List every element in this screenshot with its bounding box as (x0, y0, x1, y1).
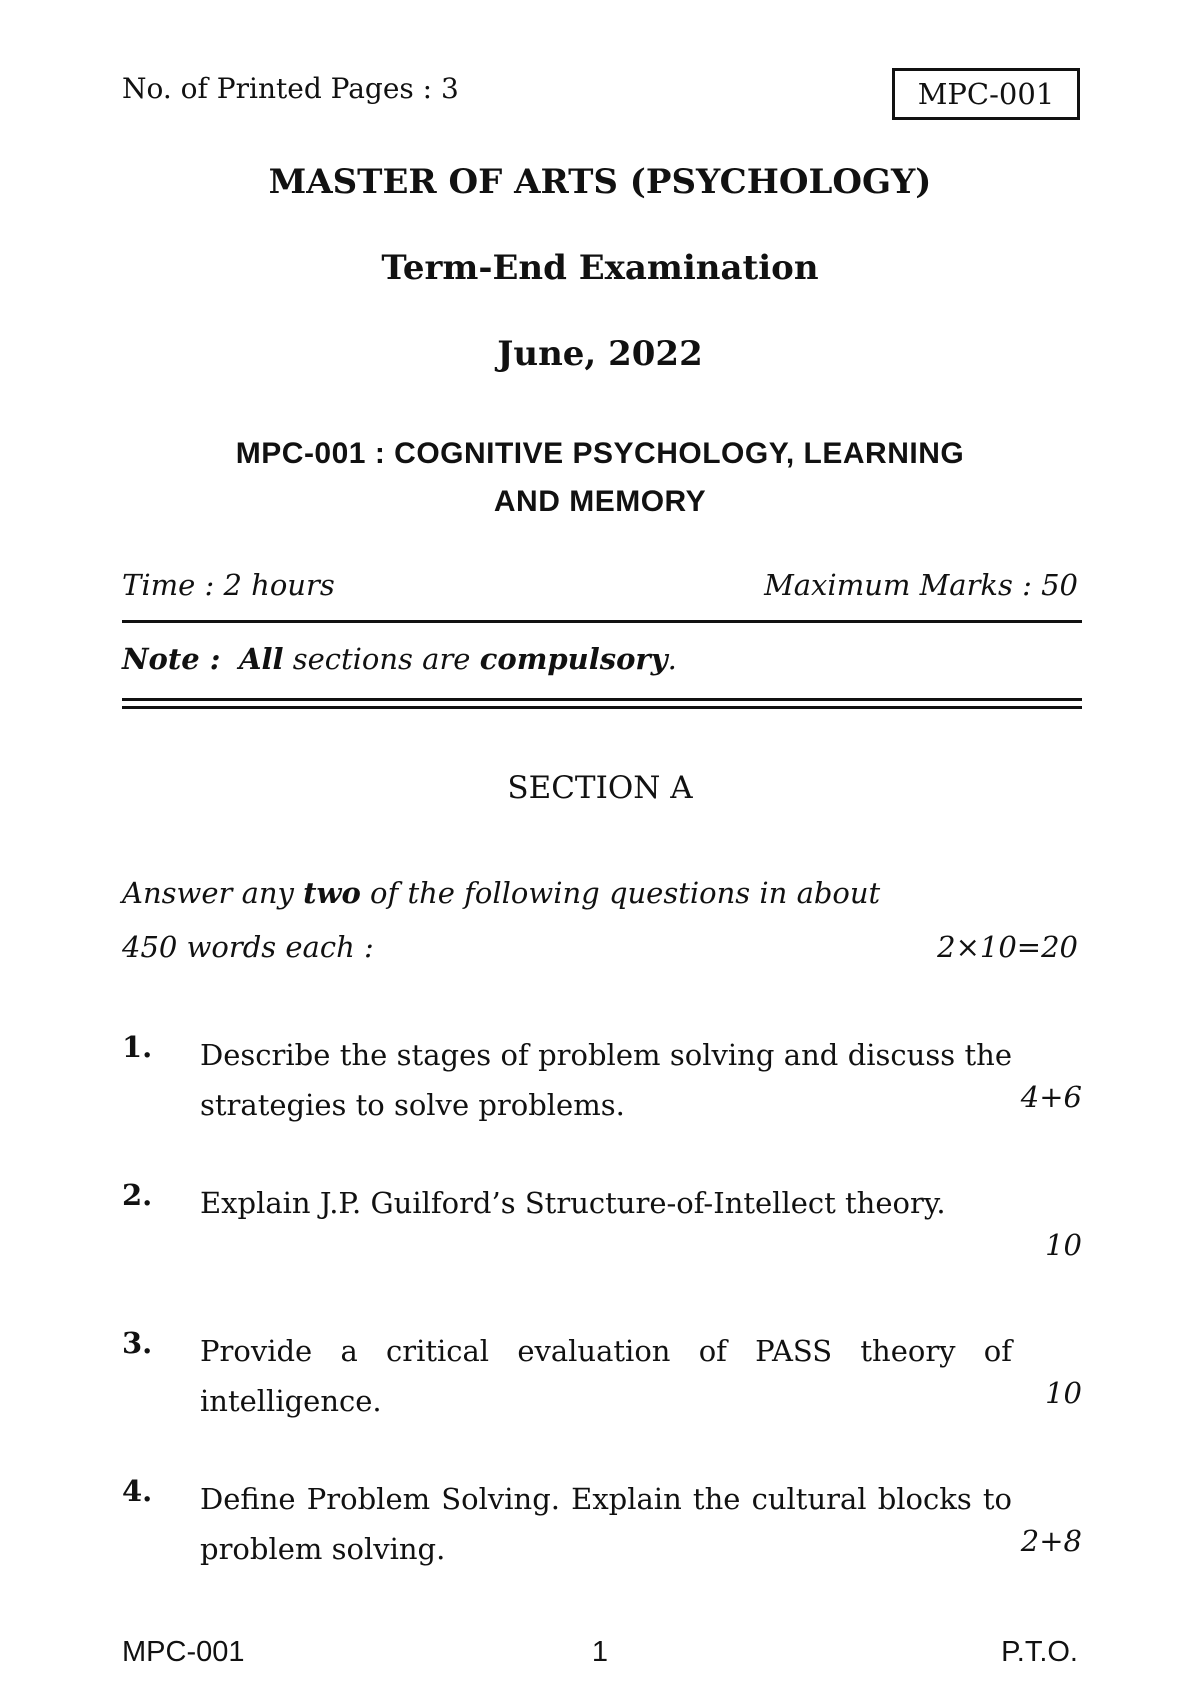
question-text: Define Problem Solving. Explain the cultural blocks to problem solving. (200, 1482, 1012, 1566)
question-text: Explain J.P. Guilford’s Structure-of-Intellect theory. (200, 1186, 946, 1220)
question-number: 1. (122, 1030, 153, 1064)
instruction-emphasis: two (303, 876, 361, 910)
question-marks: 10 (1045, 1376, 1082, 1410)
instruction-pre: Answer any (122, 876, 304, 910)
note-end: . (667, 642, 677, 676)
question-marks: 2+8 (1020, 1524, 1082, 1558)
note-all: All (238, 642, 284, 676)
double-rule-top (122, 698, 1082, 701)
time-allowed: Time : 2 hours (122, 568, 335, 602)
printed-pages-count: No. of Printed Pages : 3 (122, 72, 459, 105)
course-title-line-1: MPC-001 : COGNITIVE PSYCHOLOGY, LEARNING (235, 437, 965, 470)
question-text: Describe the stages of problem solving and discuss the strategies to solve problems. (200, 1038, 1012, 1122)
footer-pto: P.T.O. (1001, 1636, 1078, 1668)
question-marks: 4+6 (1020, 1080, 1082, 1114)
instruction-post: of the following questions in about (360, 876, 881, 910)
course-title-line-2: AND MEMORY (493, 485, 707, 518)
instruction-line-1 (122, 876, 1082, 910)
instruction-line-2: 450 words each : (122, 930, 374, 964)
section-marks: 2×10=20 (937, 930, 1078, 964)
question-number: 3. (122, 1326, 153, 1360)
footer-paper-code: MPC-001 (122, 1636, 245, 1668)
note-text: sections are (283, 642, 480, 676)
question-text: Provide a critical evaluation of PASS theory of intelligence. (200, 1334, 1012, 1418)
question-number: 2. (122, 1178, 153, 1212)
note-emphasis: compulsory (479, 642, 668, 676)
section-heading: SECTION A (507, 770, 693, 806)
note-label: Note : (122, 642, 221, 676)
exam-title: Term-End Examination (381, 248, 819, 288)
question-marks: 10 (1045, 1228, 1082, 1262)
exam-session: June, 2022 (497, 334, 703, 374)
footer-page-number: 1 (591, 1636, 609, 1668)
degree-title: MASTER OF ARTS (PSYCHOLOGY) (268, 162, 932, 202)
maximum-marks: Maximum Marks : 50 (764, 568, 1078, 602)
note-line (122, 642, 677, 676)
course-title (0, 430, 1200, 526)
double-rule-bottom (122, 706, 1082, 709)
paper-code-box: MPC-001 (892, 68, 1080, 120)
question-number: 4. (122, 1474, 153, 1508)
divider-rule (122, 620, 1082, 623)
